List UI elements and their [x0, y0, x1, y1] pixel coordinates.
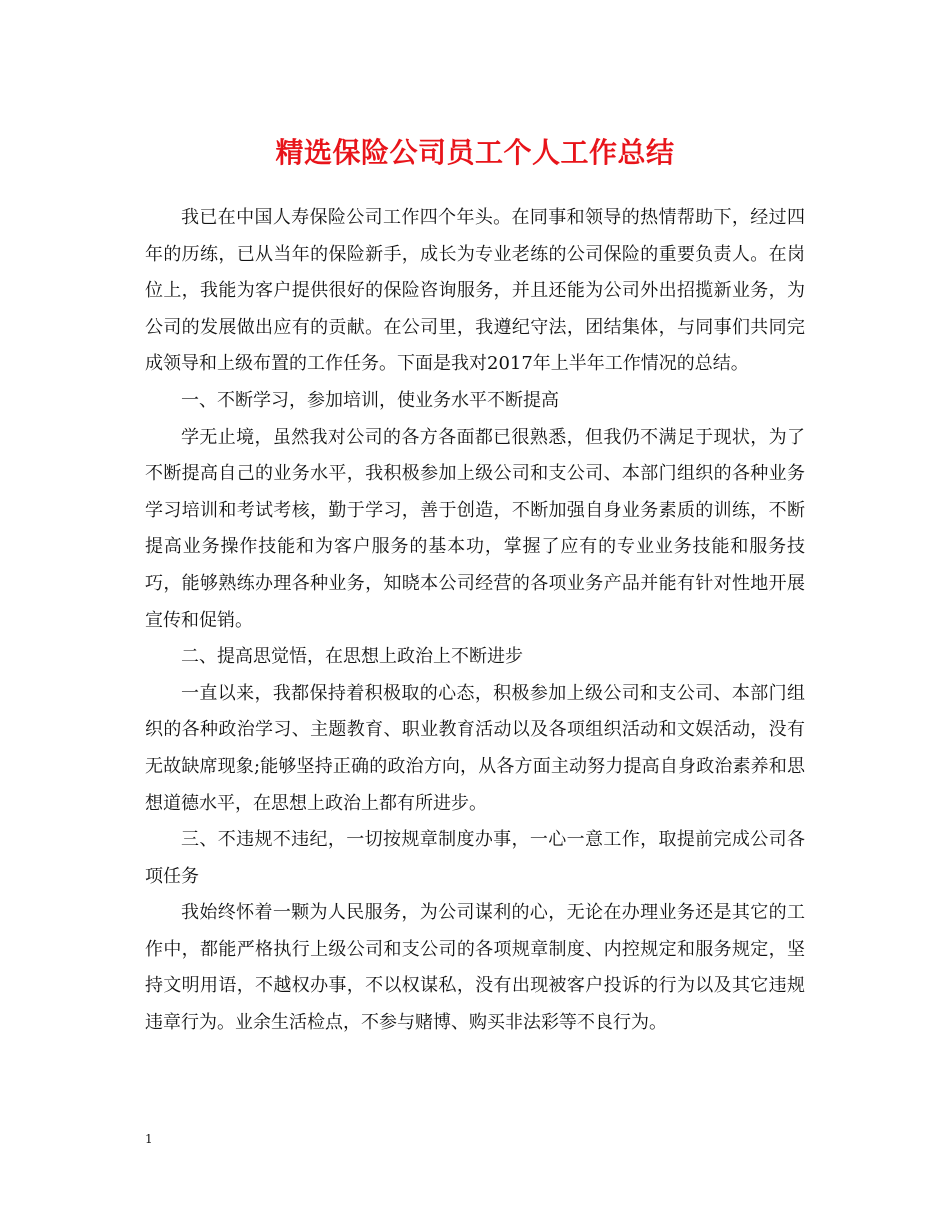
paragraph-section-3: 我始终怀着一颗为人民服务，为公司谋利的心，无论在办理业务还是其它的工作中，都能严格执行上级公司和支公司的各项规章制度、内控规定和服务规定，坚持文明用语，不越权办事，不以权谋私，没有出现被客户投诉的行为以及其它违规违章行为。业余生活检点，不参与赌博、购买非法彩等不良行为。	[145, 902, 805, 1034]
paragraph-section-2: 一直以来，我都保持着积极取的心态，积极参加上级公司和支公司、本部门组织的各种政治学习、主题教育、职业教育活动以及各项组织活动和文娱活动，没有无故缺席现象;能够坚持正确的政治方向，从各方面主动努力提高自身政治素养和思想道德水平，在思想上政治上都有所进步。	[145, 682, 805, 814]
section-heading-1: 一、不断学习，参加培训，使业务水平不断提高	[181, 389, 559, 411]
document-title: 精选保险公司员工个人工作总结	[275, 136, 675, 169]
section-heading-3: 三、不违规不违纪，一切按规章制度办事，一心一意工作，取提前完成公司各项任务	[145, 829, 805, 887]
section-heading-2: 二、提高思觉悟，在思想上政治上不断进步	[181, 646, 523, 668]
document-body	[145, 200, 805, 1042]
page-number: 1	[145, 1132, 153, 1146]
paragraph-section-1: 学无止境，虽然我对公司的各方各面都已很熟悉，但我仍不满足于现状，为了不断提高自己的业务水平，我积极参加上级公司和支公司、本部门组织的各种业务学习培训和考试考核，勤于学习，善于创造，不断加强自身业务素质的训练，不断提高业务操作技能和为客户服务的基本功，掌握了应有的专业业务技能和服务技巧，能够熟练办理各种业务，知晓本公司经营的各项业务产品并能有针对性地开展宣传和促销。	[145, 426, 805, 631]
paragraph-intro: 我已在中国人寿保险公司工作四个年头。在同事和领导的热情帮助下，经过四年的历练，已从当年的保险新手，成长为专业老练的公司保险的重要负责人。在岗位上，我能为客户提供很好的保险咨询服务，并且还能为公司外出招揽新业务，为公司的发展做出应有的贡献。在公司里，我遵纪守法，团结集体，与同事们共同完成领导和上级布置的工作任务。下面是我对2017年上半年工作情况的总结。	[145, 207, 805, 375]
